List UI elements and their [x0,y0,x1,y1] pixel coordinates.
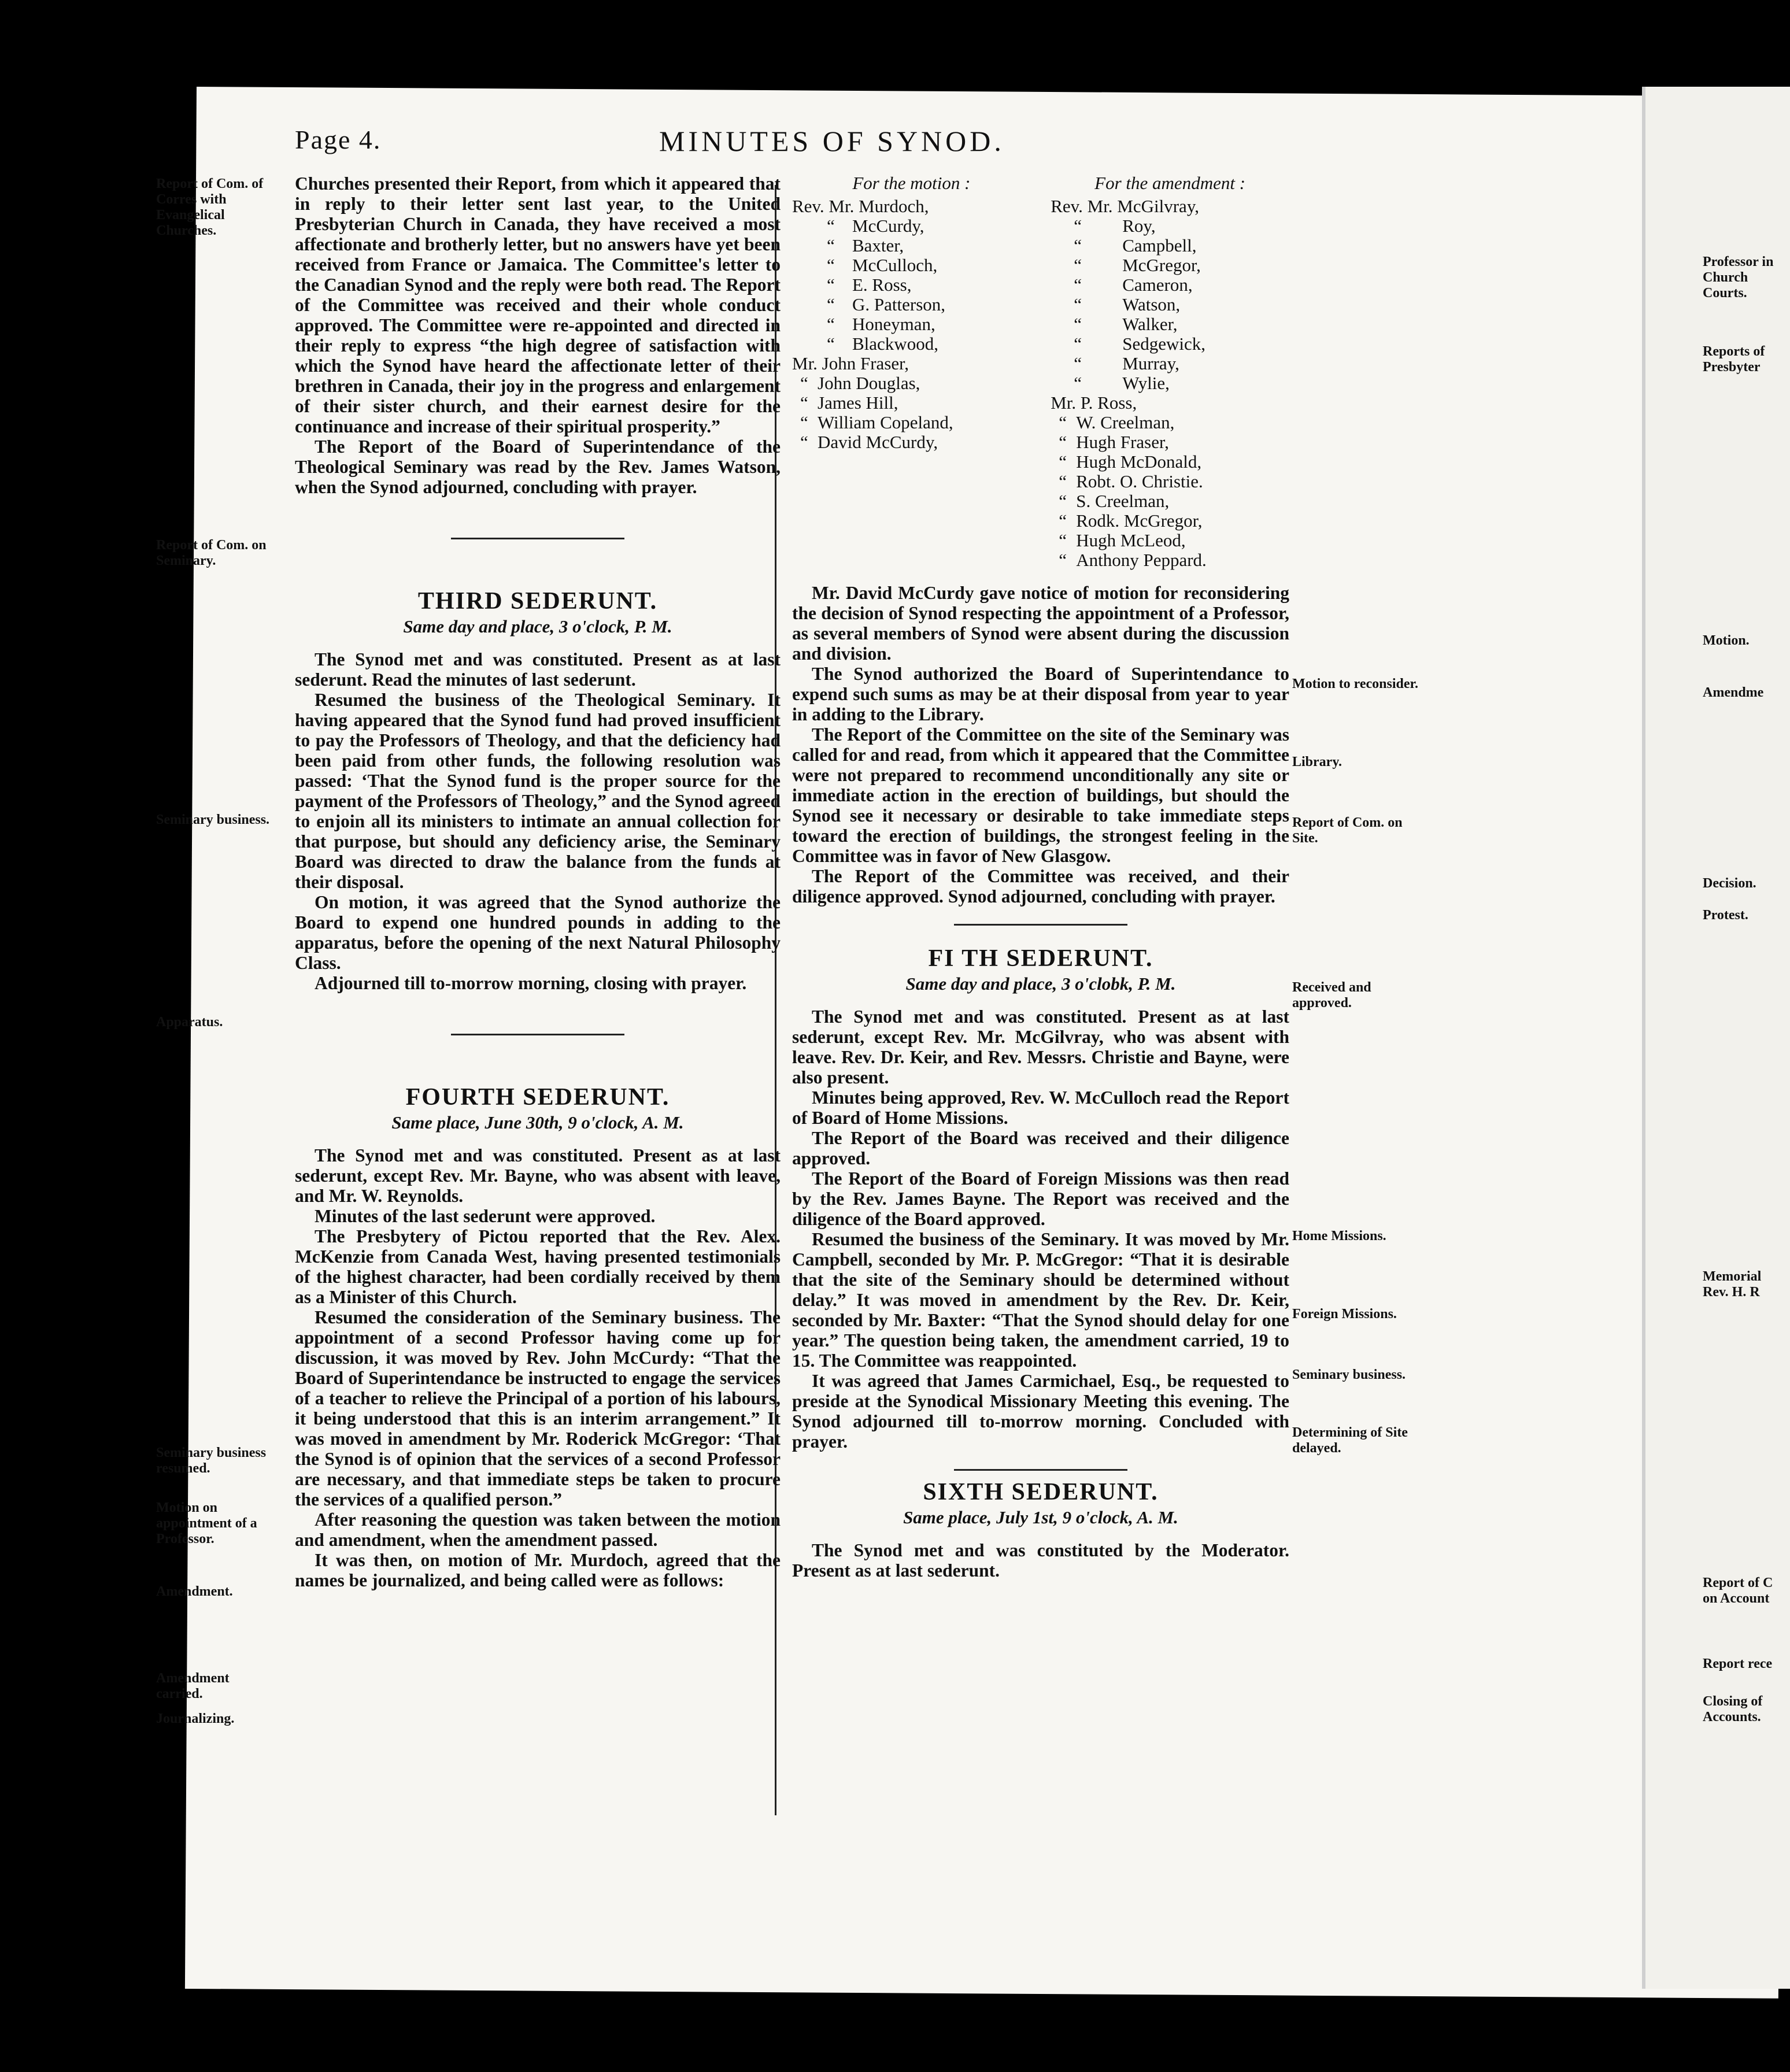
vote-heading: For the motion : [852,173,971,193]
margin-note: Received and approved. [1292,980,1371,1011]
margin-note: Amendment carried. [156,1671,230,1701]
right-column [792,173,1418,1581]
vote-name: “ Sedgewick, [1074,334,1205,354]
paragraph: Adjourned till to-morrow morning, closing with prayer. [315,973,747,993]
section-subtitle: Same place, June 30th, 9 o'clock, A. M. [391,1112,684,1133]
vote-name: Mr. John Fraser, [792,353,909,373]
vote-heading: For the amendment : [1094,173,1246,193]
margin-note: Apparatus. [156,1015,223,1030]
running-title: MINUTES OF SYNOD. [659,125,1005,157]
vote-name: “ Wylie, [1074,373,1170,393]
paragraph: The Report of the Board of Foreign Missions was then read by the Rev. James Bayne. The Report was received and the diligence of the Board approved. [792,1168,1289,1229]
margin-note: Seminary business. [1292,1367,1406,1382]
votes-for-motion [792,173,1031,570]
section-rule [451,1034,624,1035]
vote-name: “ Murray, [1074,353,1179,373]
vote-name: “ Roy, [1074,216,1156,236]
margin-note: Seminary business resumed. [156,1445,267,1476]
section-subtitle: Same place, July 1st, 9 o'clock, A. M. [903,1507,1178,1527]
vote-name: “ Cameron, [1074,275,1193,295]
paragraph: It was agreed that James Carmichael, Esq., be requested to preside at the Synodical Missionary Meeting this evening. The Synod adjourned till to-morrow morning. Concluded with prayer. [792,1371,1289,1452]
margin-note: Report of Com. on Site. [1292,815,1403,846]
left-column [156,173,781,1726]
vote-name: “ William Copeland, [800,412,953,432]
margin-note: Foreign Missions. [1292,1307,1397,1322]
vote-list [792,173,1289,570]
votes-for-amendment [1051,173,1289,570]
vote-name: “ G. Patterson, [827,294,946,314]
vote-name: “ James Hill, [800,393,898,413]
vote-name: “ Rodk. McGregor, [1059,510,1203,531]
edge-note: Memorial Rev. H. R [1703,1269,1762,1300]
paragraph: The Synod met and was constituted by the Moderator. Present as at last sederunt. [792,1540,1289,1581]
margin-note: Report of Com. of Corres with Evangelical Churches. [156,176,264,238]
vote-name: “ David McCurdy, [800,432,938,452]
edge-note: Report rece [1703,1656,1773,1671]
section-rule [954,1469,1127,1471]
edge-note: Reports of Presbyter [1703,344,1765,375]
section-rule [954,924,1127,926]
vote-name: “ Hugh McDonald, [1059,452,1202,472]
paragraph: The Presbytery of Pictou reported that the Rev. Alex. McKenzie from Canada West, having presented testimonials of the highest character, had been cordially received by them as a Minister of this Church. [295,1226,781,1307]
vote-name: “ Hugh Fraser, [1059,432,1169,452]
margin-note: Library. [1292,754,1342,769]
margin-note: Home Missions. [1292,1229,1386,1244]
margin-note: Journalizing. [156,1711,235,1726]
margin-note: Determining of Site delayed. [1292,1425,1408,1456]
section-title: THIRD SEDERUNT. [417,588,658,615]
paragraph: The Report of the Board was received and their diligence approved. [792,1128,1289,1168]
section-rule [451,538,624,539]
vote-name: “ John Douglas, [800,373,920,393]
section-subtitle: Same day and place, 3 o'clock, P. M. [403,616,672,637]
vote-name: “ Robt. O. Christie. [1059,471,1203,491]
paragraph: After reasoning the question was taken between the motion and amendment, when the amendment passed. [295,1509,781,1550]
paragraph: Minutes being approved, Rev. W. McCulloch read the Report of Board of Home Missions. [792,1087,1289,1128]
vote-name: “ McCulloch, [827,255,938,275]
paragraph: Mr. David McCurdy gave notice of motion for reconsidering the decision of Synod respecting the appointment of a Professor, as several members of Synod were absent during the discussion and division. [792,583,1289,664]
paragraph: The Synod met and was constituted. Present as at last sederunt, except Rev. Mr. McGilvray, who was absent with leave. Rev. Dr. Keir, and Rev. Messrs. Christie and Bayne, were also present. [792,1007,1289,1087]
vote-name: Mr. P. Ross, [1051,393,1137,413]
paragraph: The Synod met and was constituted. Present as at last sederunt. Read the minutes of last sederunt. [295,649,781,690]
paragraph: It was then, on motion of Mr. Murdoch, agreed that the names be journalized, and being called were as follows: [295,1550,781,1590]
section-title: FOURTH SEDERUNT. [405,1084,670,1111]
vote-name: “ E. Ross, [827,275,912,295]
paragraph: Resumed the consideration of the Seminary business. The appointment of a second Professor having come up for discussion, it was moved by Rev. John McCurdy: “That the Board of Superintendance be instructed to engage the services of a teacher to relieve the Principal of a portion of his labours, it being understood that this is an interim arrangement.” It was moved in amendment by Mr. Roderick McGregor: ‘That the Synod is of opinion that the services of a second Professor are necessary, and that immediate steps be taken to procure the services of a qualified person.” [295,1307,781,1509]
margin-note: Motion to reconsider. [1292,676,1418,691]
paragraph: The Synod met and was constituted. Present as at last sederunt, except Rev. Mr. Bayne, who was absent with leave, and Mr. W. Reynolds. [295,1145,781,1206]
vote-name: “ Hugh McLeod, [1059,530,1186,550]
vote-name: “ Anthony Peppard. [1059,550,1207,570]
paragraph: Resumed the business of the Theological Seminary. It having appeared that the Synod fund had proved insufficient to pay the Professors of Theology, and that the deficiency had been paid from other funds, the following resolution was passed: ‘That the Synod fund is the proper source for the payment of the Professors of Theology,” and the Synod agreed to enjoin all its ministers to intimate an annual collection for that purpose, but should any deficiency arise, the Seminary Board was directed to draw the balance from the funds at their disposal. [295,690,781,892]
vote-name: “ Watson, [1074,294,1181,314]
section-title: FI TH SEDERUNT. [928,945,1153,972]
vote-name: “ Walker, [1074,314,1178,334]
vote-name: “ McGregor, [1074,255,1201,275]
edge-note: Motion. [1703,633,1750,648]
section-subtitle: Same day and place, 3 o'clobk, P. M. [905,974,1176,994]
vote-name: “ Campbell, [1074,235,1197,256]
edge-note: Report of C on Account [1703,1575,1773,1606]
vote-name: “ W. Creelman, [1059,412,1175,432]
paragraph: The Report of the Board of Superintendance of the Theological Seminary was read by the Rev. James Watson, when the Synod adjourned, concluding with prayer. [295,436,781,497]
edge-note: Decision. [1703,876,1756,891]
paragraph: Minutes of the last sederunt were approved. [315,1206,656,1226]
vote-name: “ Baxter, [827,235,904,256]
vote-name: “ McCurdy, [827,216,924,236]
vote-name: “ S. Creelman, [1059,491,1170,511]
paragraph: Resumed the business of the Seminary. It was moved by Mr. Campbell, seconded by Mr. P. McGregor: “That it is desirable that the site of the Seminary should be determined without delay.” It was moved in amendment by the Rev. Dr. Keir, seconded by Mr. Baxter: “That the Synod should delay for one year.” The question being taken, the amendment carried, 19 to 15. The Committee was reappointed. [792,1229,1289,1371]
paragraph: The Report of the Committee was received, and their diligence approved. Synod adjourned, concluding with prayer. [792,866,1289,906]
vote-name: “ Blackwood, [827,334,938,354]
vote-name: Rev. Mr. Murdoch, [792,196,929,216]
page-number: Page 4. [295,125,382,154]
edge-note: Amendme [1703,685,1764,700]
paragraph: The Synod authorized the Board of Superintendance to expend such sums as may be at their disposal from year to year in adding to the Library. [792,664,1289,724]
vote-name: Rev. Mr. McGilvray, [1051,196,1200,216]
vote-name: “ Honeyman, [827,314,935,334]
margin-note: Motion on appointment of a Professor. [156,1500,257,1546]
margin-note: Report of Com. on Seminary. [156,538,267,568]
edge-note: Closing of Accounts. [1703,1694,1763,1725]
margin-note: Amendment. [156,1584,233,1599]
paragraph: The Report of the Committee on the site of the Seminary was called for and read, from which it appeared that the Committee were not prepared to recommend unconditionally any site or immediate action in the erection of buildings, but should the Synod see it necessary or desirable to take immediate steps toward the erection of buildings, the strongest feeling in the Committee was in favor of New Glasgow. [792,724,1289,866]
margin-note: Seminary business. [156,812,270,827]
paragraph: Churches presented their Report, from which it appeared that in reply to their letter sent last year, to the United Presbyterian Church in Canada, they have received a most affectionate and brotherly letter, but no answers have yet been received from France or Jamaica. The Committee's letter to the Canadian Synod and the reply were both read. The Report of the Committee was received and their whole conduct approved. The Committee were re-appointed and directed in their reply to express “the high degree of satisfaction with which the Synod have heard the affectionate letter of their brethren in Canada, their joy in the progress and enlargement of their sister church, and their earnest desire for the continuance and increase of their spiritual prosperity.” [295,173,781,436]
paragraph: On motion, it was agreed that the Synod authorize the Board to expend one hundred pounds in adding to the apparatus, before the opening of the next Natural Philosophy Class. [295,892,781,973]
page-header [0,124,1790,171]
edge-note: Protest. [1703,908,1748,923]
edge-note: Professor in Church Courts. [1703,254,1774,301]
section-title: SIXTH SEDERUNT. [923,1479,1159,1505]
